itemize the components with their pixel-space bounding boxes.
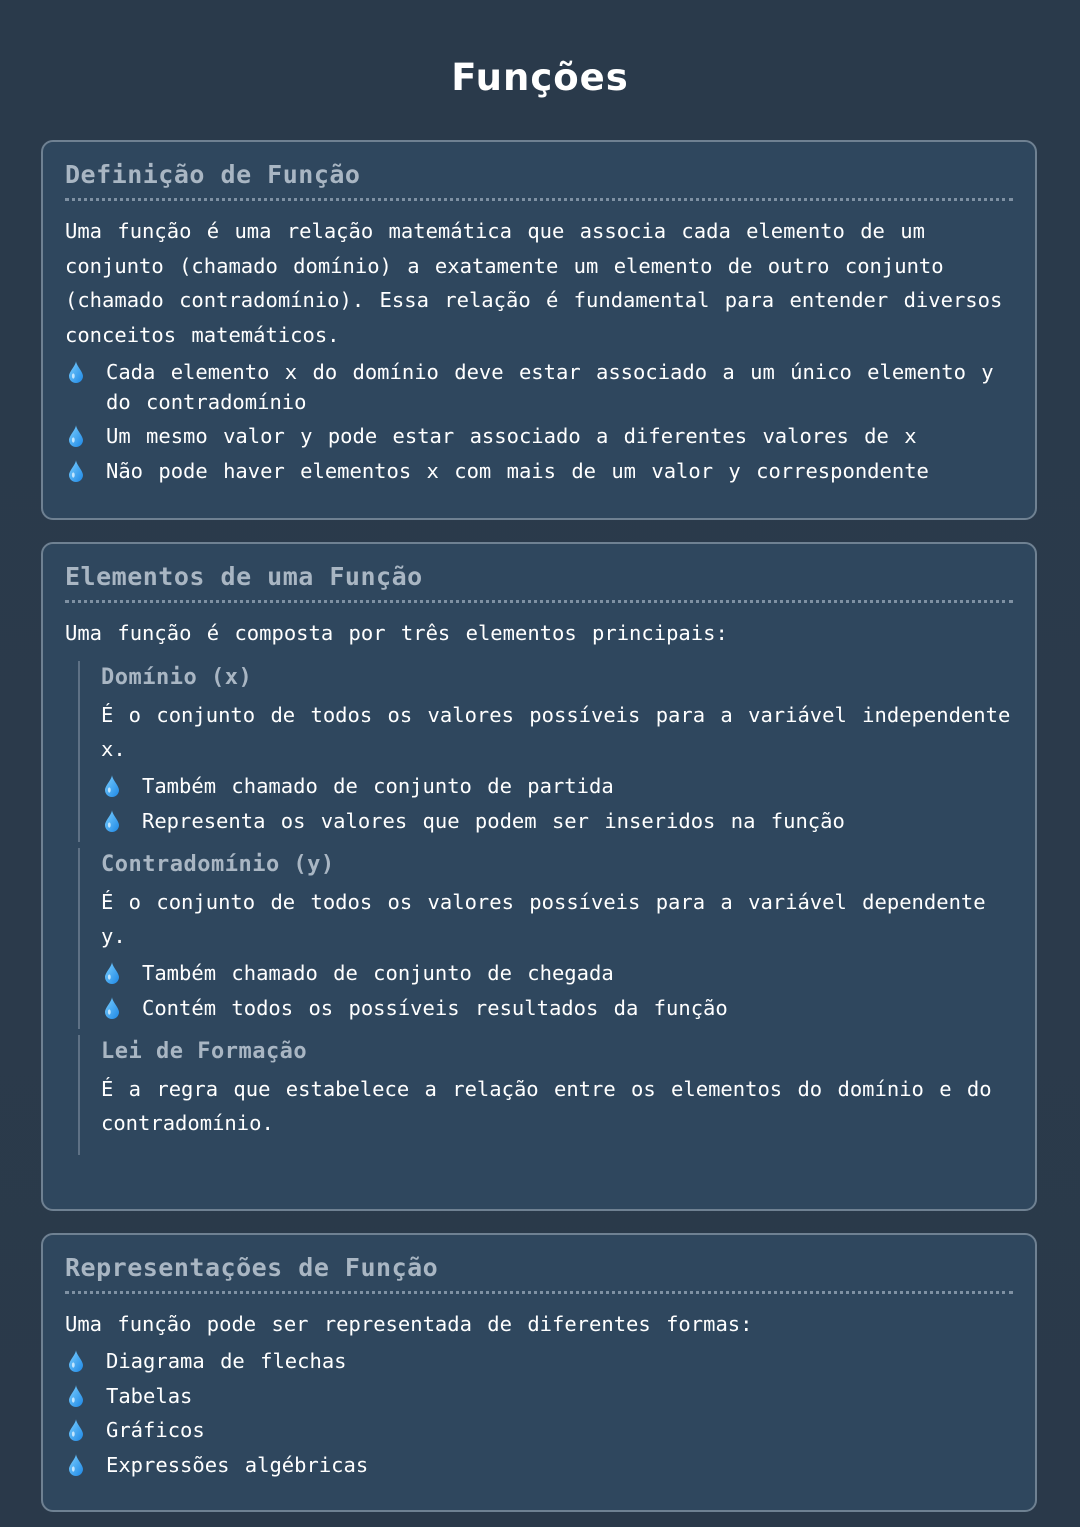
list-item-text: Um mesmo valor y pode estar associado a diferentes valores de x: [106, 424, 917, 448]
droplet-icon: [69, 460, 83, 482]
section-elementos: [41, 542, 1037, 1211]
section-definicao: [41, 140, 1037, 520]
list-item-text: Expressões algébricas: [106, 1452, 369, 1477]
droplet-icon: [105, 962, 119, 984]
droplet-icon: [69, 1350, 83, 1372]
section-intro: Uma função é uma relação matemática que associa cada elemento de um conjunto (chamado domínio) a exatamente um elemento de outro conjunto (chamado contradomínio). Essa relação é fundamental para entender diversos conceitos matemáticos.: [65, 219, 1003, 347]
subsection-text: É o conjunto de todos os valores possíveis para a variável dependente y.: [101, 889, 986, 948]
list-item: [65, 1381, 1013, 1411]
section-representacoes: [41, 1233, 1037, 1512]
list-item: [65, 421, 1013, 451]
list-item: [65, 456, 1013, 486]
list-item: [101, 993, 1013, 1023]
droplet-icon: [69, 1419, 83, 1441]
subsection-dominio: [78, 661, 1013, 842]
list-item: [101, 958, 1013, 988]
subsection-lei-de-formacao: [78, 1035, 1013, 1155]
subsection-heading: Domínio (x): [101, 664, 253, 690]
droplet-icon: [69, 1454, 83, 1476]
section-intro: Uma função é composta por três elementos principais:: [65, 621, 728, 645]
list-item-text: Representa os valores que podem ser inseridos na função: [142, 808, 845, 833]
subsection-contradominio: [78, 848, 1013, 1029]
droplet-icon: [105, 810, 119, 832]
list-item-text: Também chamado de conjunto de chegada: [142, 961, 614, 985]
list-item: [65, 1450, 1013, 1480]
list-item-text: Diagrama de flechas: [106, 1349, 347, 1373]
list-item: [65, 1346, 1013, 1376]
page-title: Funções: [451, 56, 629, 99]
section-heading: Representações de Função: [65, 1253, 1013, 1294]
section-intro: Uma função pode ser representada de diferentes formas:: [65, 1312, 753, 1336]
droplet-icon: [69, 1385, 83, 1407]
list-item: [101, 771, 1013, 801]
list-item-text: Contém todos os possíveis resultados da função: [142, 995, 728, 1020]
subsection-heading: Lei de Formação: [101, 1038, 308, 1064]
subsection-text: É a regra que estabelece a relação entre os elementos do domínio e do contradomínio.: [101, 1076, 992, 1135]
list-item-text: Gráficos: [106, 1418, 205, 1442]
list-item-text: Tabelas: [106, 1383, 193, 1408]
subsection-heading: Contradomínio (y): [101, 851, 335, 877]
list-item-text: Não pode haver elementos x com mais de um valor y correspondente: [106, 458, 929, 483]
list-item-text: Cada elemento x do domínio deve estar associado a um único elemento y do contradomínio: [106, 359, 994, 414]
section-heading: Definição de Função: [65, 160, 1013, 201]
section-heading: Elementos de uma Função: [65, 562, 1013, 603]
droplet-icon: [69, 425, 83, 447]
subsection-text: É o conjunto de todos os valores possíveis para a variável independente x.: [101, 702, 1011, 761]
list-item: [101, 806, 1013, 836]
droplet-icon: [105, 775, 119, 797]
list-item: [65, 357, 1013, 417]
list-item-text: Também chamado de conjunto de partida: [142, 774, 614, 798]
list-item: [65, 1415, 1013, 1445]
droplet-icon: [105, 997, 119, 1019]
droplet-icon: [69, 361, 83, 383]
